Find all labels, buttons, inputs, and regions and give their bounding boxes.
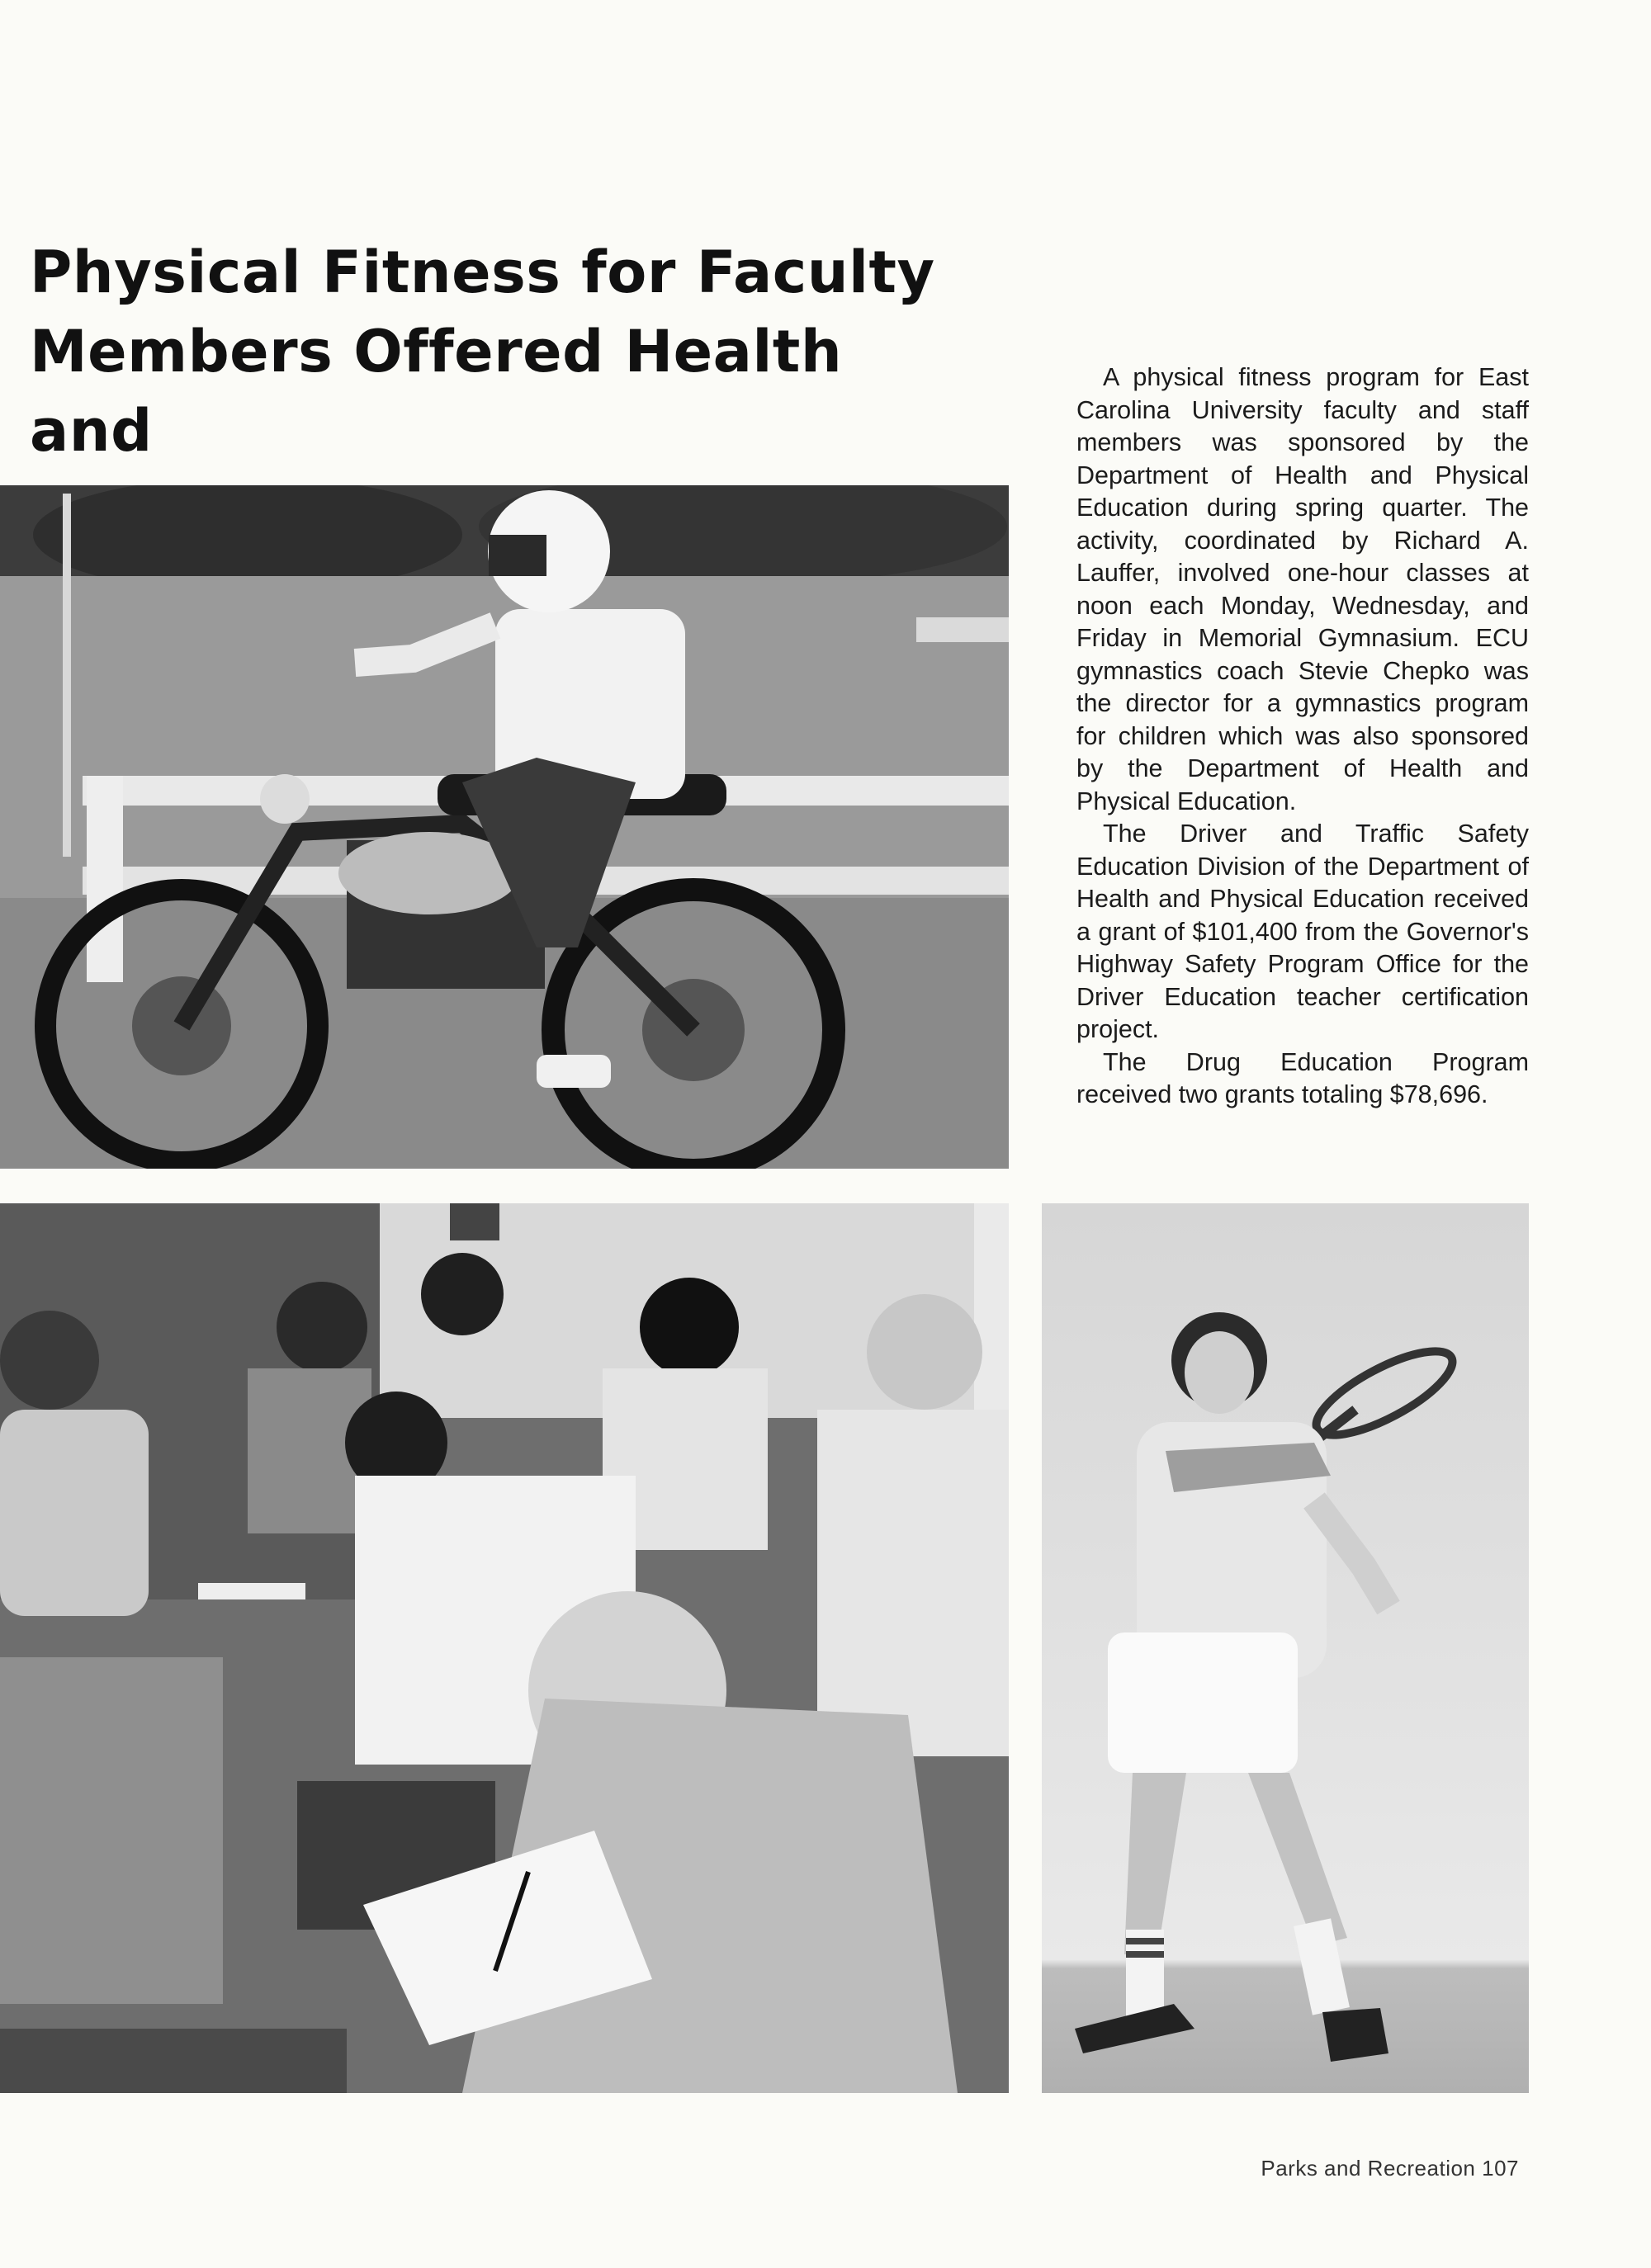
motorcycle-illustration bbox=[0, 485, 1009, 1169]
paragraph: The Drug Education Program received two grants totaling $78,696. bbox=[1076, 1047, 1529, 1108]
photo-classroom-students bbox=[0, 1203, 1009, 2093]
paragraph: A physical fitness program for East Carolina University faculty and staff members was sponsored by the Department of Health and Physical Education during spring quarter. The activity, coordinated by Richard A. Lauffer, involved one-hour classes at noon each Monday, Wednesday, and Friday in Memorial Gymnasium. ECU gymnastics coach Stevie Chepko was the director for a gymnastics program for children which was also sponsored by the Department of Health and Physical Education. bbox=[1076, 363, 1529, 815]
classroom-illustration bbox=[0, 1203, 1009, 2093]
paragraph: The Driver and Traffic Safety Education Division of the Department of Health and Physical Education received a grant of $101,400 from the Governor's Highway Safety Program Office for the Driver Education teacher certification project. bbox=[1076, 820, 1529, 1043]
page-folio: Parks and Recreation 107 bbox=[1261, 2156, 1519, 2181]
photo-motorcycle-rider bbox=[0, 485, 1009, 1169]
photo-racquetball-player bbox=[1042, 1203, 1529, 2093]
headline-line: Physical Fitness for Faculty bbox=[30, 239, 935, 306]
article-body bbox=[1076, 361, 1529, 1112]
racquetball-illustration bbox=[1042, 1203, 1529, 2093]
headline-line: Members Offered Health and bbox=[30, 318, 843, 465]
